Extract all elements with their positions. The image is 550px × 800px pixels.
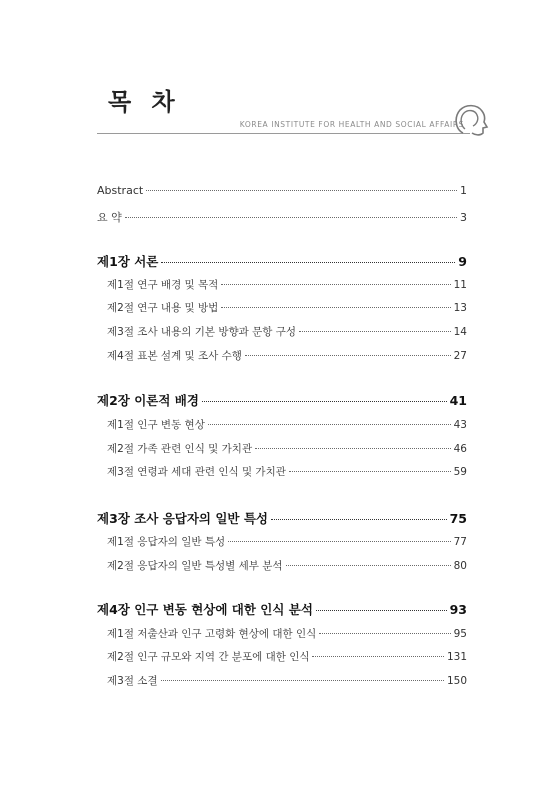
toc-section-4-3[interactable]	[107, 673, 467, 688]
toc-page-number: 131	[446, 651, 467, 663]
toc-section-4-2[interactable]	[107, 649, 467, 664]
toc-page-number: 1	[460, 184, 467, 197]
toc-label: 제2절 연구 내용 및 방법	[107, 302, 219, 314]
page-title: 목 차	[108, 88, 181, 116]
toc-label: 제3장 조사 응답자의 일반 특성	[97, 511, 269, 526]
dot-leader	[316, 610, 447, 611]
toc-label: 제1절 저출산과 인구 고령화 현상에 대한 인식	[107, 628, 317, 640]
toc-label: 제4장 인구 변동 현상에 대한 인식 분석	[97, 602, 313, 617]
toc-page-number: 14	[453, 326, 467, 338]
toc-chapter-1[interactable]	[97, 252, 467, 270]
toc-page-number: 41	[449, 393, 467, 408]
toc-page-number: 11	[453, 279, 467, 291]
toc-label: 제4절 표본 설계 및 조사 수행	[107, 350, 242, 362]
toc-entry-summary[interactable]	[97, 209, 467, 225]
dot-leader	[221, 307, 450, 308]
toc-section-1-3[interactable]	[107, 324, 467, 339]
dot-leader	[161, 262, 455, 263]
toc-page-number: 13	[453, 302, 467, 314]
dot-leader	[125, 217, 457, 218]
dot-leader	[161, 680, 444, 681]
dot-leader	[245, 355, 451, 356]
dot-leader	[221, 284, 450, 285]
toc-chapter-2[interactable]	[97, 391, 467, 409]
toc-label: 제2절 인구 규모와 지역 간 분포에 대한 인식	[107, 651, 310, 663]
dot-leader	[202, 401, 447, 402]
toc-page-number: 46	[453, 443, 467, 455]
toc-page-number: 3	[460, 211, 467, 224]
toc-section-1-1[interactable]	[107, 277, 467, 292]
toc-label: 제3절 연령과 세대 관련 인식 및 가치관	[107, 466, 286, 478]
toc-section-4-1[interactable]	[107, 626, 467, 641]
toc-page-number: 95	[453, 628, 467, 640]
toc-entry-abstract[interactable]	[97, 184, 467, 197]
dot-leader	[208, 424, 451, 425]
toc-section-2-1[interactable]	[107, 417, 467, 432]
dot-leader	[146, 190, 457, 191]
toc-label: 제3절 조사 내용의 기본 방향과 문항 구성	[107, 326, 296, 338]
header-rule	[97, 133, 470, 134]
toc-page-number: 43	[453, 419, 467, 431]
dot-leader	[255, 448, 451, 449]
toc-chapter-4[interactable]	[97, 600, 467, 618]
toc-section-3-1[interactable]	[107, 534, 467, 549]
toc-page-number: 9	[458, 254, 467, 269]
toc-label: 제1장 서론	[97, 254, 159, 269]
dot-leader	[312, 656, 443, 657]
dot-leader	[228, 541, 451, 542]
toc-page-number: 77	[453, 536, 467, 548]
dot-leader	[286, 565, 451, 566]
toc-page-number: 75	[449, 511, 467, 526]
toc-section-2-3[interactable]	[107, 464, 467, 479]
institute-logo-icon	[450, 100, 490, 140]
toc-page-number: 27	[453, 350, 467, 362]
toc-page-number: 59	[453, 466, 467, 478]
toc-label: 제2절 응답자의 일반 특성별 세부 분석	[107, 560, 283, 572]
dot-leader	[289, 471, 451, 472]
dot-leader	[319, 633, 450, 634]
toc-chapter-3[interactable]	[97, 509, 467, 527]
toc-label: 제3절 소결	[107, 675, 158, 687]
toc-section-2-2[interactable]	[107, 441, 467, 456]
toc-section-1-4[interactable]	[107, 348, 467, 363]
toc-label: 제1절 응답자의 일반 특성	[107, 536, 226, 548]
dot-leader	[271, 519, 447, 520]
toc-page-number: 93	[449, 602, 467, 617]
toc-section-1-2[interactable]	[107, 300, 467, 315]
toc-label: Abstract	[97, 184, 144, 197]
toc-page-number: 80	[453, 560, 467, 572]
toc-label: 제2장 이론적 배경	[97, 393, 199, 408]
toc-label: 요 약	[97, 211, 122, 224]
toc-label: 제2절 가족 관련 인식 및 가치관	[107, 443, 253, 455]
institute-name: KOREA INSTITUTE FOR HEALTH AND SOCIAL AFFAIRS	[239, 120, 464, 129]
toc-label: 제1절 연구 배경 및 목적	[107, 279, 219, 291]
dot-leader	[299, 331, 451, 332]
toc-page-number: 150	[446, 675, 467, 687]
toc-label: 제1절 인구 변동 현상	[107, 419, 205, 431]
toc-section-3-2[interactable]	[107, 558, 467, 573]
